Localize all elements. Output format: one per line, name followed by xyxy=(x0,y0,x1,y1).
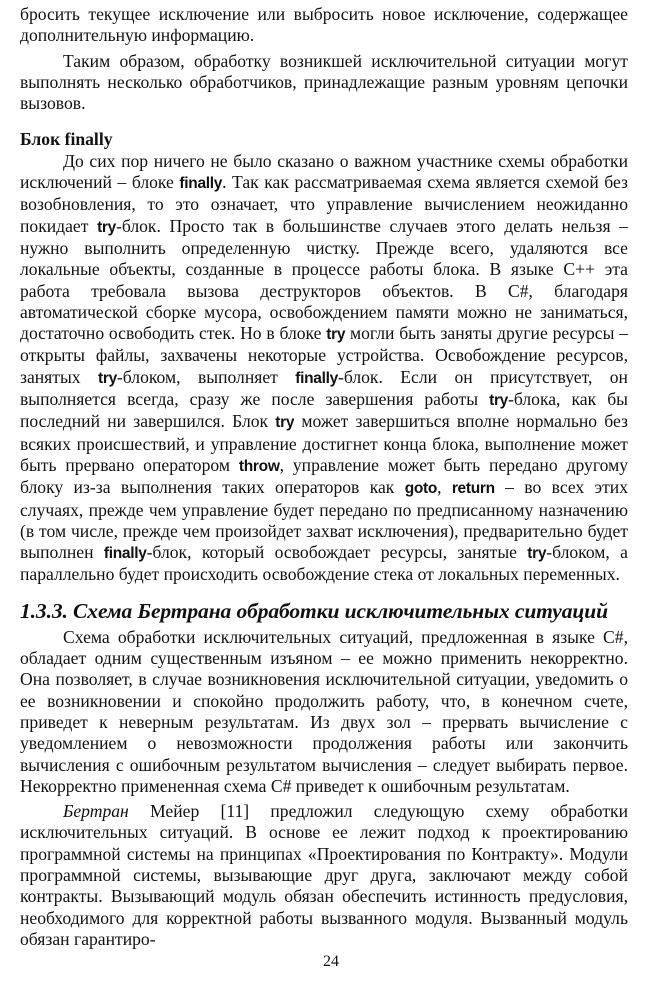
keyword: throw xyxy=(238,457,280,475)
text-run: – во всех этих случаях, прежде чем управление будет передано по предписанному назначению (в том числе, прежде чем произойдет захват исключения), предварительно будет выполнен xyxy=(20,477,629,563)
section-heading: 1.3.3. Схема Бертрана обработки исключительных ситуаций xyxy=(20,598,608,623)
text-run: -блока, как бы последний ни завершился. Блок xyxy=(20,389,628,432)
keyword: try xyxy=(527,545,547,563)
paragraph-csharp-scheme: Схема обработки исключительных ситуаций, предложенная в языке C#, обладает одним существенным изъяном – ее можно применить некорректно. Она позволяет, в случае возникновения исключительной ситуации, уведомить о ее возникновении и спокойно продолжить работу, что, в конечном счете, приведет к неверным результатам. Из двух зол – прервать вычисление с уведомлением о невозможности продолжения работы или закончить вычисления с ошибочным результатом вычисления – следует выбирать первое. Некорректно примененная схема C# приведет к ошибочным результатам. xyxy=(20,626,628,796)
text-run: могли быть заняты другие ресурсы – открыты файлы, захвачены некоторые устройства. Освобождение ресурсов, занятых xyxy=(20,323,628,387)
keyword: try xyxy=(489,392,508,410)
text-run: -блоком, выполняет xyxy=(116,366,296,387)
paragraph-bertrand-meyer xyxy=(20,801,628,950)
keyword: finally xyxy=(179,175,223,193)
text-run: Мейер [11] предложил следующую схему обработки исключительных ситуаций. В основе ее лежит подход к проектированию программной системы на принципах «Проектирования по Контракту». Модули программной системы, вызывающие друг друга, заключают между собой контракты. Вызывающий модуль обязан обеспечить истинность предусловия, необходимого для корректной работы вызванного модуля. Вызванный модуль обязан гарантиро- xyxy=(20,801,628,949)
text-run: . Так как рассматриваемая схема является схемой без возобновления, то это означает, что управление вычислением неожиданно покидает xyxy=(20,172,629,236)
italic-name: Бертран xyxy=(63,801,129,822)
keyword: try xyxy=(98,369,117,387)
keyword: return xyxy=(451,480,495,498)
text-run: , xyxy=(437,477,452,498)
text-run: может завершиться вполне нормально без всяких происшествий, и управление достигнет конца блока, выполнение может быть прервано оператором xyxy=(20,411,629,475)
keyword: finally xyxy=(103,545,147,563)
paragraph-chain-handlers: Таким образом, обработку возникшей исключительной ситуации могут выполнять несколько обработчиков, принадлежащие разным уровням цепочки вызовов. xyxy=(20,50,628,114)
page-number: 24 xyxy=(323,953,339,970)
keyword: finally xyxy=(295,369,338,387)
keyword: try xyxy=(326,326,346,344)
keyword: try xyxy=(275,414,295,432)
text-run: До сих пор ничего не было сказано о важном участнике схемы обработки исключений – блоке xyxy=(20,150,628,193)
text-run: -блок. Просто так в большинстве случаев этого делать нельзя – нужно выполнить определенную чистку. Прежде всего, удаляются все локальные объекты, созданные в процессе работы блока. В языке C++ эта работа требовала вызова деструкторов объектов. В C#, благодаря автоматической сборке мусора, освобождением памяти можно не заниматься, достаточно освободить стек. Но в блоке xyxy=(20,215,628,344)
finally-block-heading: Блок finally xyxy=(20,129,113,150)
text-run: , управление может быть передано другому блоку из-за выполнения таких операторов как xyxy=(20,454,628,498)
paragraph-finally xyxy=(20,151,628,586)
text-run: -блок, который освобождает ресурсы, занятые xyxy=(146,542,528,563)
keyword: goto xyxy=(404,480,438,498)
keyword: try xyxy=(97,218,116,236)
text-run: -блок. Если он присутствует, он выполняется всегда, сразу же после завершения работы xyxy=(20,366,628,410)
paragraph-continuation: бросить текущее исключение или выбросить новое исключение, содержащее дополнительную информацию. xyxy=(20,4,628,46)
text-run: -блоком, а параллельно будет происходить освобождение стека от локальных переменных. xyxy=(20,542,628,585)
